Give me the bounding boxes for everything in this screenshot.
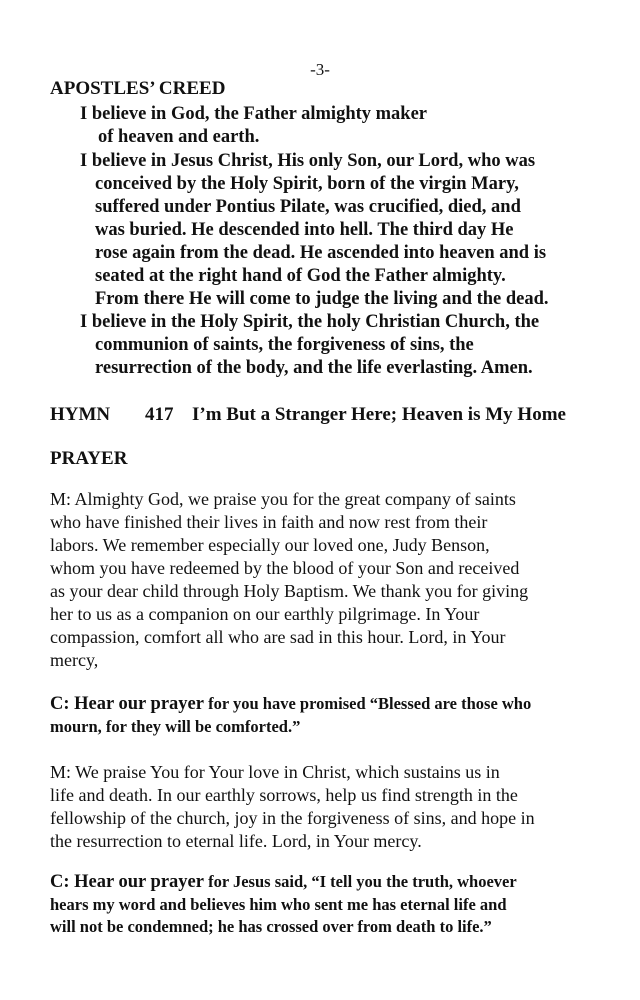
- creed-heading: APOSTLES’ CREED: [50, 78, 226, 99]
- creed-line: seated at the right hand of God the Father almighty.: [95, 266, 506, 286]
- minister-line: mercy,: [50, 650, 99, 670]
- response-line: hears my word and believes him who sent me has eternal life and: [50, 895, 507, 914]
- creed-line: of heaven and earth.: [98, 127, 260, 147]
- hymn-number: 417: [145, 404, 174, 425]
- congregation-response: [50, 694, 531, 715]
- minister-line: labors. We remember especially our loved one, Judy Benson,: [50, 535, 490, 555]
- response-lead: C: Hear our prayer: [50, 694, 204, 714]
- response-line: will not be condemned; he has crossed over from death to life.”: [50, 917, 492, 936]
- creed-line: communion of saints, the forgiveness of sins, the: [95, 335, 474, 355]
- creed-line: suffered under Pontius Pilate, was crucified, died, and: [95, 197, 521, 217]
- minister-line: her to us as a companion on our earthly pilgrimage. In Your: [50, 604, 480, 624]
- creed-line: conceived by the Holy Spirit, born of the virgin Mary,: [95, 174, 519, 194]
- minister-line: M: We praise You for Your love in Christ, which sustains us in: [50, 762, 500, 782]
- creed-line: I believe in Jesus Christ, His only Son, our Lord, who was: [80, 151, 536, 171]
- minister-line: M: Almighty God, we praise you for the great company of saints: [50, 489, 516, 509]
- page-number: -3-: [310, 60, 330, 79]
- minister-line: compassion, comfort all who are sad in this hour. Lord, in Your: [50, 627, 506, 647]
- response-text: for you have promised “Blessed are those who: [203, 694, 532, 713]
- response-line: mourn, for they will be comforted.”: [50, 717, 301, 736]
- prayer-heading: PRAYER: [50, 448, 128, 469]
- congregation-response: [50, 872, 517, 893]
- hymn-title: I’m But a Stranger Here; Heaven is My Home: [192, 404, 566, 425]
- creed-line: I believe in God, the Father almighty maker: [80, 104, 428, 124]
- creed-line: I believe in the Holy Spirit, the holy Christian Church, the: [80, 312, 540, 332]
- minister-line: whom you have redeemed by the blood of your Son and received: [50, 558, 520, 578]
- creed-line: From there He will come to judge the living and the dead.: [95, 289, 549, 309]
- creed-line: resurrection of the body, and the life everlasting. Amen.: [95, 358, 533, 378]
- minister-line: as your dear child through Holy Baptism. We thank you for giving: [50, 581, 529, 601]
- minister-line: who have finished their lives in faith and now rest from their: [50, 512, 488, 532]
- minister-line: the resurrection to eternal life. Lord, in Your mercy.: [50, 831, 422, 851]
- minister-line: fellowship of the church, joy in the forgiveness of sins, and hope in: [50, 808, 535, 828]
- response-lead: C: Hear our prayer: [50, 872, 204, 892]
- response-text: for Jesus said, “I tell you the truth, whoever: [203, 872, 517, 891]
- creed-line: was buried. He descended into hell. The third day He: [95, 220, 514, 240]
- minister-line: life and death. In our earthly sorrows, help us find strength in the: [50, 785, 518, 805]
- creed-line: rose again from the dead. He ascended into heaven and is: [95, 243, 547, 263]
- hymn-label: HYMN: [50, 404, 111, 425]
